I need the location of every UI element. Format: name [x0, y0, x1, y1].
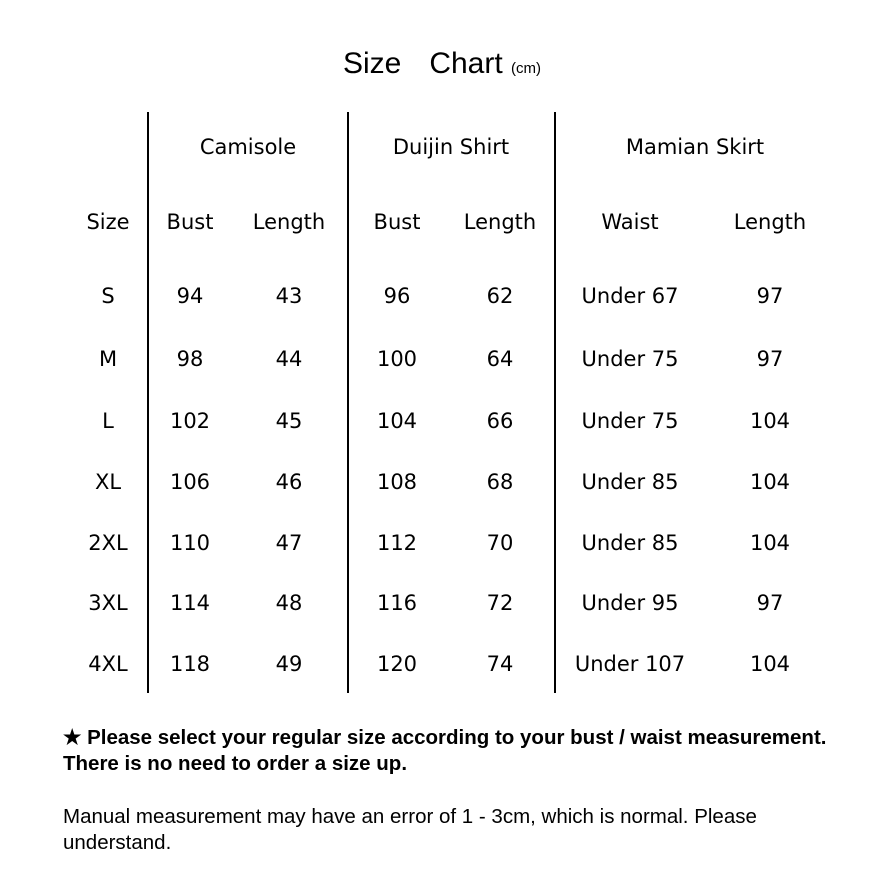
table-cell: 97: [756, 284, 784, 308]
table-cell: 74: [486, 652, 514, 676]
table-cell: 46: [275, 470, 303, 494]
table-cell: 106: [169, 470, 211, 494]
table-cell: 72: [486, 591, 514, 615]
table-cell: 70: [486, 531, 514, 555]
size-label: S: [101, 284, 115, 308]
table-cell: 97: [756, 591, 784, 615]
table-cell: 47: [275, 531, 303, 555]
table-cell: 97: [756, 347, 784, 371]
column-header: Bust: [373, 210, 421, 234]
size-label: XL: [94, 470, 122, 494]
table-cell: 43: [275, 284, 303, 308]
table-cell: 62: [486, 284, 514, 308]
table-cell: 112: [376, 531, 418, 555]
table-cell: 108: [376, 470, 418, 494]
divider-line: [554, 112, 556, 693]
table-cell: 104: [376, 409, 418, 433]
chart-title: [0, 44, 884, 89]
table-cell: 116: [376, 591, 418, 615]
column-header: Length: [252, 210, 326, 234]
table-cell: 102: [169, 409, 211, 433]
table-cell: 49: [275, 652, 303, 676]
table-cell: Under 85: [581, 470, 679, 494]
title-unit: (cm): [511, 60, 542, 77]
table-cell: Under 75: [581, 347, 679, 371]
table-cell: 104: [749, 531, 791, 555]
table-cell: Under 85: [581, 531, 679, 555]
sizing-advice-note: ★ Please select your regular size according to your bust / waist measurement. There is no need to order a size up.: [63, 726, 827, 775]
size-label: 3XL: [88, 591, 128, 615]
table-cell: Under 95: [581, 591, 679, 615]
table-cell: Under 67: [581, 284, 679, 308]
table-cell: 104: [749, 652, 791, 676]
table-cell: 118: [169, 652, 211, 676]
column-header: Bust: [166, 210, 214, 234]
table-cell: Under 75: [581, 409, 679, 433]
table-cell: 110: [169, 531, 211, 555]
table-cell: 94: [176, 284, 204, 308]
column-header: Length: [733, 210, 807, 234]
table-cell: 44: [275, 347, 303, 371]
table-cell: 64: [486, 347, 514, 371]
table-cell: 98: [176, 347, 204, 371]
table-cell: 68: [486, 470, 514, 494]
measurement-error-note: Manual measurement may have an error of 1 - 3cm, which is normal. Please understand.: [63, 805, 757, 854]
table-cell: 100: [376, 347, 418, 371]
group-header: Mamian Skirt: [625, 135, 765, 159]
table-cell: 45: [275, 409, 303, 433]
size-column-header: Size: [86, 210, 130, 234]
size-label: 4XL: [88, 652, 128, 676]
divider-line: [347, 112, 349, 693]
size-label: 2XL: [88, 531, 128, 555]
table-cell: 120: [376, 652, 418, 676]
size-label: M: [98, 347, 118, 371]
title-word-chart: Chart: [429, 47, 503, 80]
size-label: L: [102, 409, 114, 433]
table-cell: 48: [275, 591, 303, 615]
table-cell: 96: [383, 284, 411, 308]
column-header: Waist: [601, 210, 659, 234]
table-cell: 104: [749, 470, 791, 494]
group-header: Duijin Shirt: [392, 135, 510, 159]
divider-line: [147, 112, 149, 693]
column-header: Length: [463, 210, 537, 234]
table-cell: Under 107: [574, 652, 686, 676]
title-word-size: Size: [342, 47, 402, 80]
group-header: Camisole: [199, 135, 297, 159]
table-cell: 66: [486, 409, 514, 433]
table-cell: 104: [749, 409, 791, 433]
table-cell: 114: [169, 591, 211, 615]
